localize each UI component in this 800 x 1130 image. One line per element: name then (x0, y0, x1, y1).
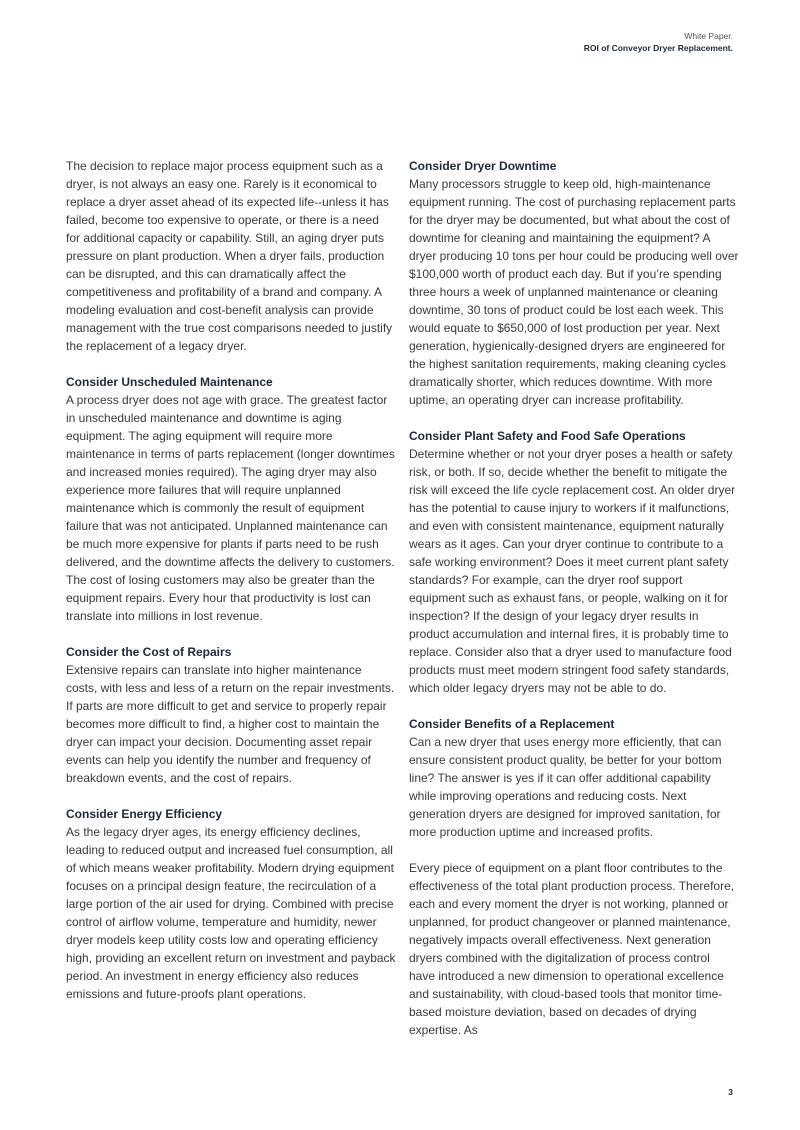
page-header (584, 30, 733, 54)
section-heading-benefits-replacement: Consider Benefits of a Replacement (409, 717, 615, 731)
section-body-cost-of-repairs: Extensive repairs can translate into higher maintenance costs, with less and less of a return on the repair investments. If parts are more difficult to get and service to properly repair becomes more difficult to find, a higher cost to maintain the dryer can impact your decision. Documenting asset repair events can help you identify the number and frequency of breakdown events, and the cost of repairs. (66, 663, 395, 785)
section-body-energy-efficiency: As the legacy dryer ages, its energy efficiency declines, leading to reduced output and increased fuel consumption, all of which means weaker profitability. Modern drying equipment focuses on a principal design feature, the recirculation of a large portion of the air used for drying. Combined with precise control of airflow volume, temperature and humidity, newer dryer models keep utility costs low and operating efficiency high, providing an excellent return on investment and payback period. An investment in energy efficiency also reduces emissions and future-proofs plant operations. (66, 825, 396, 1001)
left-column (66, 157, 396, 1003)
closing-paragraph: Every piece of equipment on a plant floor contributes to the effectiveness of the total plant production process. Therefore, each and every moment the dryer is not working, planned or unplanned, for product changeover or planned maintenance, negatively impacts overall effectiveness. Next generation dryers combined with the digitalization of process control have introduced a new dimension to operational excellence and sustainability, with cloud-based tools that monitor time-based moisture deviation, based on decades of drying expertise. As (409, 861, 735, 1037)
section-heading-energy-efficiency: Consider Energy Efficiency (66, 807, 223, 821)
section-heading-plant-safety: Consider Plant Safety and Food Safe Operations (409, 429, 686, 443)
section-body-plant-safety: Determine whether or not your dryer poses a health or safety risk, or both. If so, decide whether the benefit to mitigate the risk will exceed the life cycle replacement cost. An older dryer has the potential to cause injury to workers if it malfunctions, and even with consistent maintenance, equipment naturally wears as it ages. Can your dryer continue to contribute to a safe working environment? Does it meet current plant safety standards? For example, can the dryer roof support equipment such as exhaust fans, or people, walking on it for inspection? If the design of your legacy dryer results in product accumulation and internal fires, it is probably time to replace. Consider also that a dryer used to manufacture food products must meet modern stringent food safety standards, which older legacy dryers may not be able to do. (409, 447, 736, 695)
right-column (409, 157, 739, 1039)
section-heading-cost-of-repairs: Consider the Cost of Repairs (66, 645, 232, 659)
document-type-label: White Paper. (684, 31, 733, 41)
document-title: ROI of Conveyor Dryer Replacement. (583, 43, 733, 53)
section-heading-unscheduled-maintenance: Consider Unscheduled Maintenance (66, 375, 273, 389)
section-heading-dryer-downtime: Consider Dryer Downtime (409, 159, 557, 173)
intro-paragraph: The decision to replace major process equipment such as a dryer, is not always an easy one. Rarely is it economical to replace a dryer asset ahead of its expected life--unless it has failed, become too expensive to operate, or there is a need for additional capacity or capability. Still, an aging dryer puts pressure on plant production. When a dryer fails, production can be disrupted, and this can dramatically affect the competitiveness and profitability of a brand and company. A modeling evaluation and cost-benefit analysis can provide management with the true cost comparisons needed to justify the replacement of a legacy dryer. (66, 159, 393, 353)
section-body-dryer-downtime: Many processors struggle to keep old, high-maintenance equipment running. The cost of purchasing replacement parts for the dryer may be documented, but what about the cost of downtime for cleaning and maintaining the equipment? A dryer producing 10 tons per hour could be producing well over $100,000 worth of product each day. But if you’re spending three hours a week of unplanned maintenance or cleaning downtime, 30 tons of product could be lost each week. This would equate to $650,000 of lost production per year. Next generation, hygienically-designed dryers are engineered for the highest sanitation requirements, making cleaning cycles dramatically shorter, which reduces downtime. With more uptime, an operating dryer can increase profitability. (409, 177, 739, 407)
section-body-benefits-replacement: Can a new dryer that uses energy more efficiently, that can ensure consistent product quality, be better for your bottom line? The answer is yes if it can offer additional capability while improving operations and reducing costs. Next generation dryers are designed for improved sanitation, for more production uptime and increased profits. (409, 735, 722, 839)
page-number: 3 (728, 1087, 733, 1097)
section-body-unscheduled-maintenance: A process dryer does not age with grace. The greatest factor in unscheduled maintenance and downtime is aging equipment. The aging equipment will require more maintenance in terms of parts replacement (longer downtimes and increased monies required). The aging dryer may also experience more failures that will require unplanned maintenance which is commonly the result of equipment failure that was not anticipated. Unplanned maintenance can be much more expensive for plants if parts need to be rush delivered, and the downtime affects the delivery to customers. The cost of losing customers may also be greater than the equipment repairs. Every hour that productivity is lost can translate into millions in lost revenue. (66, 393, 395, 623)
